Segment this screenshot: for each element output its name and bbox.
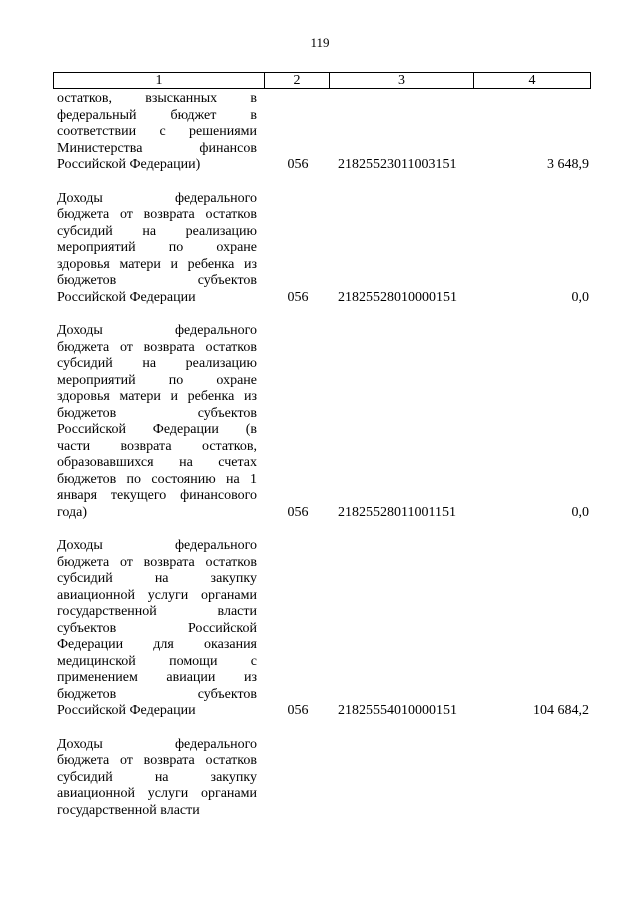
row-description bbox=[57, 323, 257, 521]
row-code: 056 bbox=[287, 289, 309, 305]
description-line: Доходы федерального bbox=[57, 736, 257, 752]
description-line: субсидий на реализацию bbox=[57, 356, 257, 371]
table-row bbox=[0, 91, 640, 174]
description-line: бюджета от возврата остатков bbox=[57, 753, 257, 768]
row-code: 056 bbox=[287, 504, 309, 520]
row-description bbox=[57, 191, 257, 307]
description-line: здоровья матери и ребенка из bbox=[57, 389, 257, 404]
description-line: Доходы федерального bbox=[57, 323, 257, 338]
description-line: здоровья матери и ребенка из bbox=[57, 256, 257, 272]
description-line: субсидий на закупку bbox=[57, 769, 257, 785]
description-line: образовавшихся на счетах bbox=[57, 455, 257, 470]
description-line: января текущего финансового bbox=[57, 488, 257, 503]
table-row bbox=[0, 191, 640, 307]
description-line: мероприятий по охране bbox=[57, 372, 257, 388]
description-line: Федерации для оказания bbox=[57, 637, 257, 652]
description-line: государственной власти bbox=[57, 604, 257, 619]
row-amount: 0,0 bbox=[571, 289, 589, 305]
description-line: субсидий на реализацию bbox=[57, 223, 257, 239]
table-header bbox=[53, 72, 591, 89]
description-line: бюджетов субъектов bbox=[57, 405, 257, 421]
description-line: федеральный бюджет в bbox=[57, 107, 257, 123]
row-code: 056 bbox=[287, 157, 309, 172]
description-line: Министерства финансов bbox=[57, 140, 257, 156]
description-line: медицинской помощи с bbox=[57, 653, 257, 669]
description-line: остатков, взысканных в bbox=[57, 91, 257, 106]
table-row bbox=[0, 538, 640, 720]
description-line: применением авиации из bbox=[57, 670, 257, 685]
row-amount: 104 684,2 bbox=[533, 703, 589, 718]
header-col-2: 2 bbox=[265, 73, 330, 88]
description-line: Доходы федерального bbox=[57, 190, 257, 206]
description-line: соответствии с решениями bbox=[57, 124, 257, 139]
row-amount: 0,0 bbox=[571, 504, 589, 520]
table-row bbox=[0, 737, 640, 820]
description-line: бюджета от возврата остатков bbox=[57, 554, 257, 570]
row-description bbox=[57, 91, 257, 174]
description-line: Доходы федерального bbox=[57, 538, 257, 553]
description-line: Российской Федерации) bbox=[57, 157, 201, 172]
row-kbk: 21825528010000151 bbox=[338, 289, 457, 305]
row-description bbox=[57, 737, 257, 820]
description-line: бюджетов по состоянию на 1 bbox=[57, 471, 257, 487]
header-col-4: 4 bbox=[528, 73, 536, 88]
description-line: бюджета от возврата остатков bbox=[57, 207, 257, 222]
row-kbk: 21825523011003151 bbox=[338, 157, 457, 172]
header-col-1: 1 bbox=[54, 73, 265, 88]
description-line: бюджетов субъектов bbox=[57, 273, 257, 288]
description-line: бюджетов субъектов bbox=[57, 686, 257, 702]
description-line: субсидий на закупку bbox=[57, 571, 257, 586]
description-line: авиационной услуги органами bbox=[57, 786, 257, 801]
row-description bbox=[57, 538, 257, 720]
header-col-3: 3 bbox=[330, 73, 474, 88]
description-line: субъектов Российской bbox=[57, 620, 257, 636]
description-line: Российской Федерации (в bbox=[57, 422, 257, 437]
description-line: мероприятий по охране bbox=[57, 240, 257, 255]
row-kbk: 21825528011001151 bbox=[338, 504, 456, 520]
table-row bbox=[0, 323, 640, 521]
table-body bbox=[0, 91, 640, 836]
row-code: 056 bbox=[287, 703, 309, 718]
description-line: года) bbox=[57, 504, 87, 520]
description-line: авиационной услуги органами bbox=[57, 587, 257, 603]
description-line: Российской Федерации bbox=[57, 703, 196, 718]
description-line: бюджета от возврата остатков bbox=[57, 339, 257, 355]
row-amount: 3 648,9 bbox=[547, 157, 589, 172]
description-line: Российской Федерации bbox=[57, 289, 196, 305]
description-line: части возврата остатков, bbox=[57, 438, 257, 454]
description-line: государственной власти bbox=[57, 802, 200, 818]
page-number: 119 bbox=[310, 35, 330, 50]
row-kbk: 21825554010000151 bbox=[338, 703, 457, 718]
